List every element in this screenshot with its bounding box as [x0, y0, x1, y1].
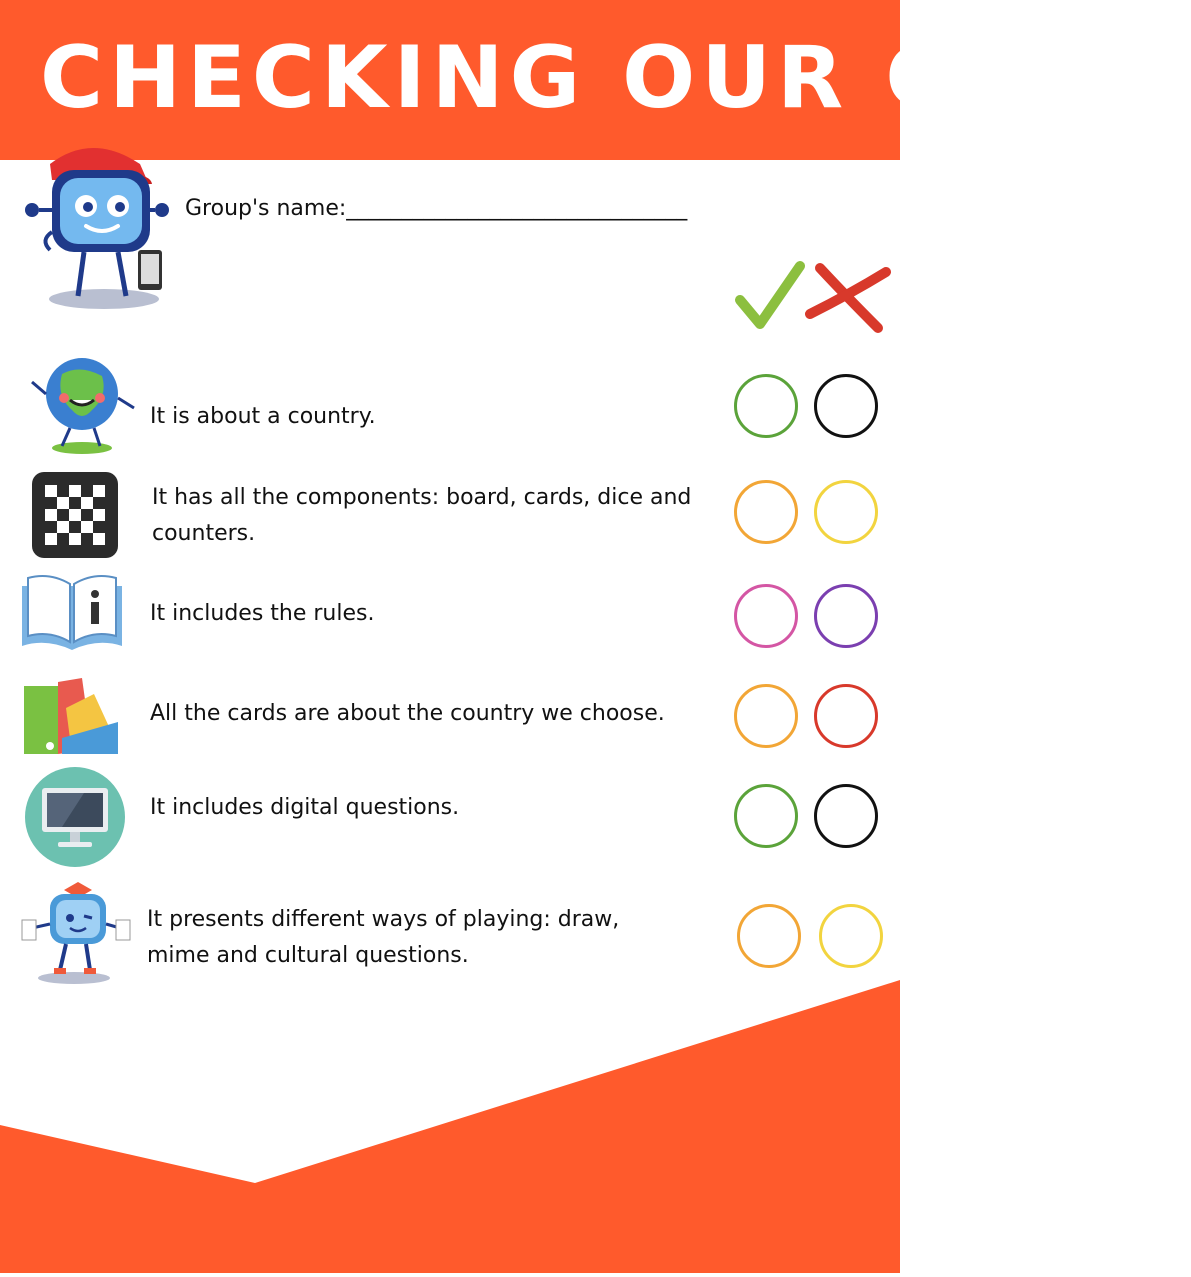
item-text: It has all the components: board, cards, dice and counters. — [152, 485, 692, 546]
footer-decoration — [0, 975, 900, 1273]
yes-circle[interactable] — [734, 480, 798, 544]
check-mark-icon — [736, 262, 804, 334]
no-circle[interactable] — [814, 784, 878, 848]
item-text: It presents different ways of playing: draw, mime and cultural questions. — [147, 907, 620, 968]
yes-circle[interactable] — [734, 584, 798, 648]
info-book-icon — [20, 572, 124, 656]
checkerboard-icon — [32, 472, 118, 558]
robot-mascot-icon — [22, 136, 172, 316]
no-circle[interactable] — [814, 584, 878, 648]
yes-circle[interactable] — [734, 374, 798, 438]
no-circle[interactable] — [814, 374, 878, 438]
item-text: It includes the rules. — [150, 601, 375, 626]
group-name-field[interactable]: Group's name:_______________________________ — [185, 196, 688, 221]
globe-robot-icon — [26, 352, 142, 456]
color-cards-icon — [22, 678, 120, 756]
yes-circle[interactable] — [737, 904, 801, 968]
item-text: It is about a country. — [150, 404, 376, 429]
page-title: CHECKING OUR GAME — [40, 28, 1191, 128]
yes-circle[interactable] — [734, 784, 798, 848]
item-text: All the cards are about the country we choose. — [150, 701, 665, 726]
item-text: It includes digital questions. — [150, 795, 460, 820]
yes-circle[interactable] — [734, 684, 798, 748]
no-circle[interactable] — [819, 904, 883, 968]
card-robot-icon — [20, 880, 132, 986]
no-circle[interactable] — [814, 480, 878, 544]
computer-monitor-icon — [24, 766, 126, 868]
cross-mark-icon — [806, 262, 890, 336]
no-circle[interactable] — [814, 684, 878, 748]
